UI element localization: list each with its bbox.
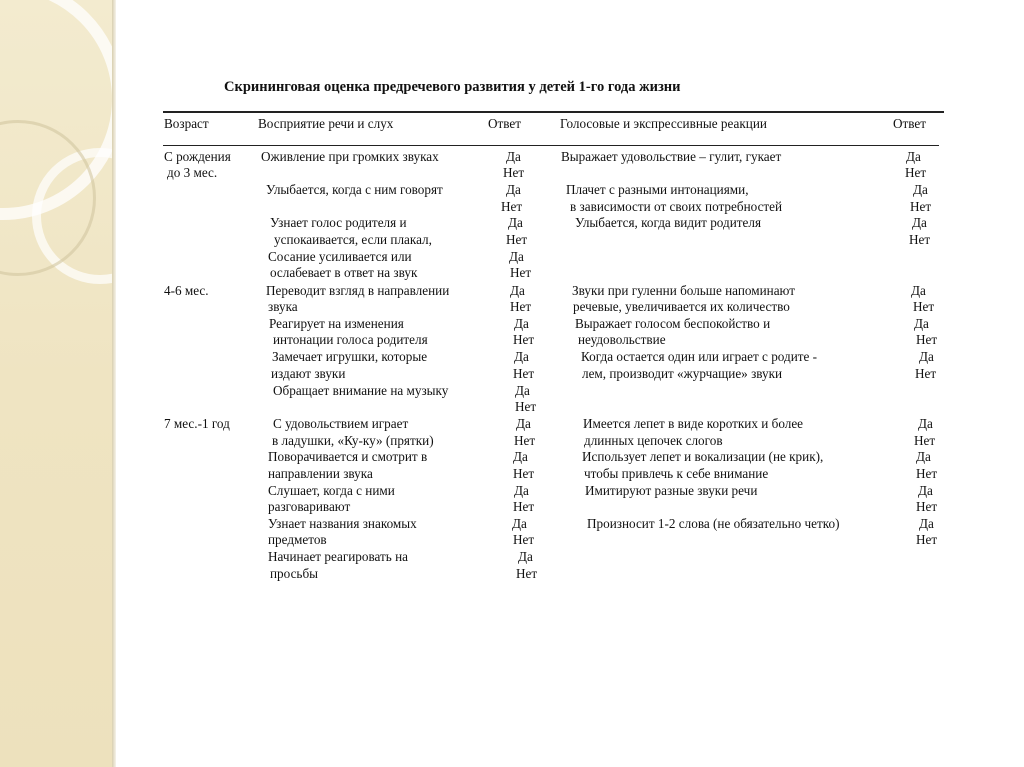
- vocal-item: речевые, увеличивается их количество: [573, 299, 790, 314]
- vocal-item: Использует лепет и вокализации (не крик),: [582, 449, 824, 464]
- top-rule: [163, 111, 944, 113]
- answer-no: Нет: [514, 433, 536, 448]
- answer-yes: Да: [914, 316, 929, 331]
- perception-item: Обращает внимание на музыку: [273, 383, 449, 398]
- answer-no: Нет: [513, 499, 535, 514]
- perception-item: Реагирует на изменения: [269, 316, 404, 331]
- answer-yes: Да: [516, 416, 531, 431]
- vocal-item: Улыбается, когда видит родителя: [575, 215, 762, 230]
- answer-no: Нет: [909, 232, 931, 247]
- answer-yes: Да: [508, 215, 523, 230]
- answer-yes: Да: [514, 349, 529, 364]
- header-perception: Восприятие речи и слух: [258, 116, 394, 131]
- answer-no: Нет: [515, 399, 537, 414]
- perception-item: разговаривают: [268, 499, 351, 514]
- perception-item: Сосание усиливается или: [268, 249, 412, 264]
- answer-no: Нет: [510, 299, 532, 314]
- vocal-item: Выражает удовольствие – гулит, гукает: [561, 149, 782, 164]
- answer-no: Нет: [916, 532, 938, 547]
- answer-yes: Да: [918, 483, 933, 498]
- decorative-side-panel: [0, 0, 112, 767]
- answer-no: Нет: [915, 366, 937, 381]
- answer-no: Нет: [503, 165, 525, 180]
- perception-item: Слушает, когда с ними: [268, 483, 395, 498]
- answer-yes: Да: [518, 549, 533, 564]
- perception-item: Оживление при громких звуках: [261, 149, 439, 164]
- answer-yes: Да: [916, 449, 931, 464]
- answer-yes: Да: [906, 149, 921, 164]
- answer-no: Нет: [916, 466, 938, 481]
- answer-yes: Да: [510, 283, 525, 298]
- answer-no: Нет: [513, 366, 535, 381]
- perception-item: Замечает игрушки, которые: [272, 349, 428, 364]
- answer-no: Нет: [916, 499, 938, 514]
- perception-item: Начинает реагировать на: [268, 549, 409, 564]
- answer-no: Нет: [910, 199, 932, 214]
- document-title: Скрининговая оценка предречевого развития у детей 1-го года жизни: [224, 79, 681, 95]
- answer-no: Нет: [916, 332, 938, 347]
- header-answer-2: Ответ: [893, 116, 927, 131]
- perception-item: Улыбается, когда с ним говорят: [266, 182, 443, 197]
- vocal-item: Плачет с разными интонациями,: [566, 182, 749, 197]
- perception-item: С удовольствием играет: [273, 416, 409, 431]
- answer-no: Нет: [510, 265, 532, 280]
- perception-item: предметов: [268, 532, 327, 547]
- perception-item: Поворачивается и смотрит в: [268, 449, 428, 464]
- answer-no: Нет: [513, 466, 535, 481]
- vocal-item: неудовольствие: [578, 332, 666, 347]
- vocal-item: Звуки при гуленни больше напоминают: [572, 283, 795, 298]
- answer-yes: Да: [912, 215, 927, 230]
- answer-no: Нет: [513, 332, 535, 347]
- answer-no: Нет: [501, 199, 523, 214]
- answer-no: Нет: [506, 232, 528, 247]
- answer-yes: Да: [911, 283, 926, 298]
- perception-item: Узнает названия знакомых: [268, 516, 417, 531]
- perception-item: интонации голоса родителя: [273, 332, 428, 347]
- answer-no: Нет: [913, 299, 935, 314]
- vocal-item: чтобы привлечь к себе внимание: [584, 466, 769, 481]
- age-group-label: 7 мес.-1 год: [164, 416, 230, 431]
- answer-yes: Да: [512, 516, 527, 531]
- age-group-label: С рождения: [164, 149, 231, 164]
- perception-item: Переводит взгляд в направлении: [266, 283, 450, 298]
- answer-yes: Да: [506, 182, 521, 197]
- answer-yes: Да: [919, 516, 934, 531]
- answer-no: Нет: [513, 532, 535, 547]
- age-group-label: до 3 мес.: [167, 165, 218, 180]
- answer-yes: Да: [913, 182, 928, 197]
- answer-yes: Да: [513, 449, 528, 464]
- perception-item: успокаивается, если плакал,: [274, 232, 432, 247]
- answer-no: Нет: [905, 165, 927, 180]
- age-group-label: 4-6 мес.: [164, 283, 209, 298]
- answer-no: Нет: [516, 566, 538, 581]
- answer-yes: Да: [514, 483, 529, 498]
- vocal-item: в зависимости от своих потребностей: [570, 199, 783, 214]
- perception-item: направлении звука: [268, 466, 373, 481]
- answer-yes: Да: [506, 149, 521, 164]
- perception-item: в ладушки, «Ку-ку» (прятки): [272, 433, 434, 448]
- answer-yes: Да: [514, 316, 529, 331]
- header-vocal: Голосовые и экспрессивные реакции: [560, 116, 767, 131]
- answer-no: Нет: [914, 433, 936, 448]
- perception-item: звука: [268, 299, 298, 314]
- vocal-item: лем, производит «журчащие» звуки: [582, 366, 783, 381]
- vocal-item: Когда остается один или играет с родите -: [581, 349, 818, 364]
- answer-yes: Да: [918, 416, 933, 431]
- perception-item: ослабевает в ответ на звук: [270, 265, 418, 280]
- answer-yes: Да: [509, 249, 524, 264]
- header-answer-1: Ответ: [488, 116, 522, 131]
- answer-yes: Да: [515, 383, 530, 398]
- vocal-item: Имеется лепет в виде коротких и более: [583, 416, 804, 431]
- perception-item: издают звуки: [271, 366, 346, 381]
- perception-item: Узнает голос родителя и: [270, 215, 407, 230]
- header-rule: [163, 145, 939, 146]
- answer-yes: Да: [919, 349, 934, 364]
- vocal-item: Имитируют разные звуки речи: [585, 483, 758, 498]
- perception-item: просьбы: [270, 566, 319, 581]
- vocal-item: Выражает голосом беспокойство и: [575, 316, 771, 331]
- header-age: Возраст: [164, 116, 209, 131]
- vocal-item: Произносит 1-2 слова (не обязательно четко): [587, 516, 840, 531]
- vocal-item: длинных цепочек слогов: [584, 433, 723, 448]
